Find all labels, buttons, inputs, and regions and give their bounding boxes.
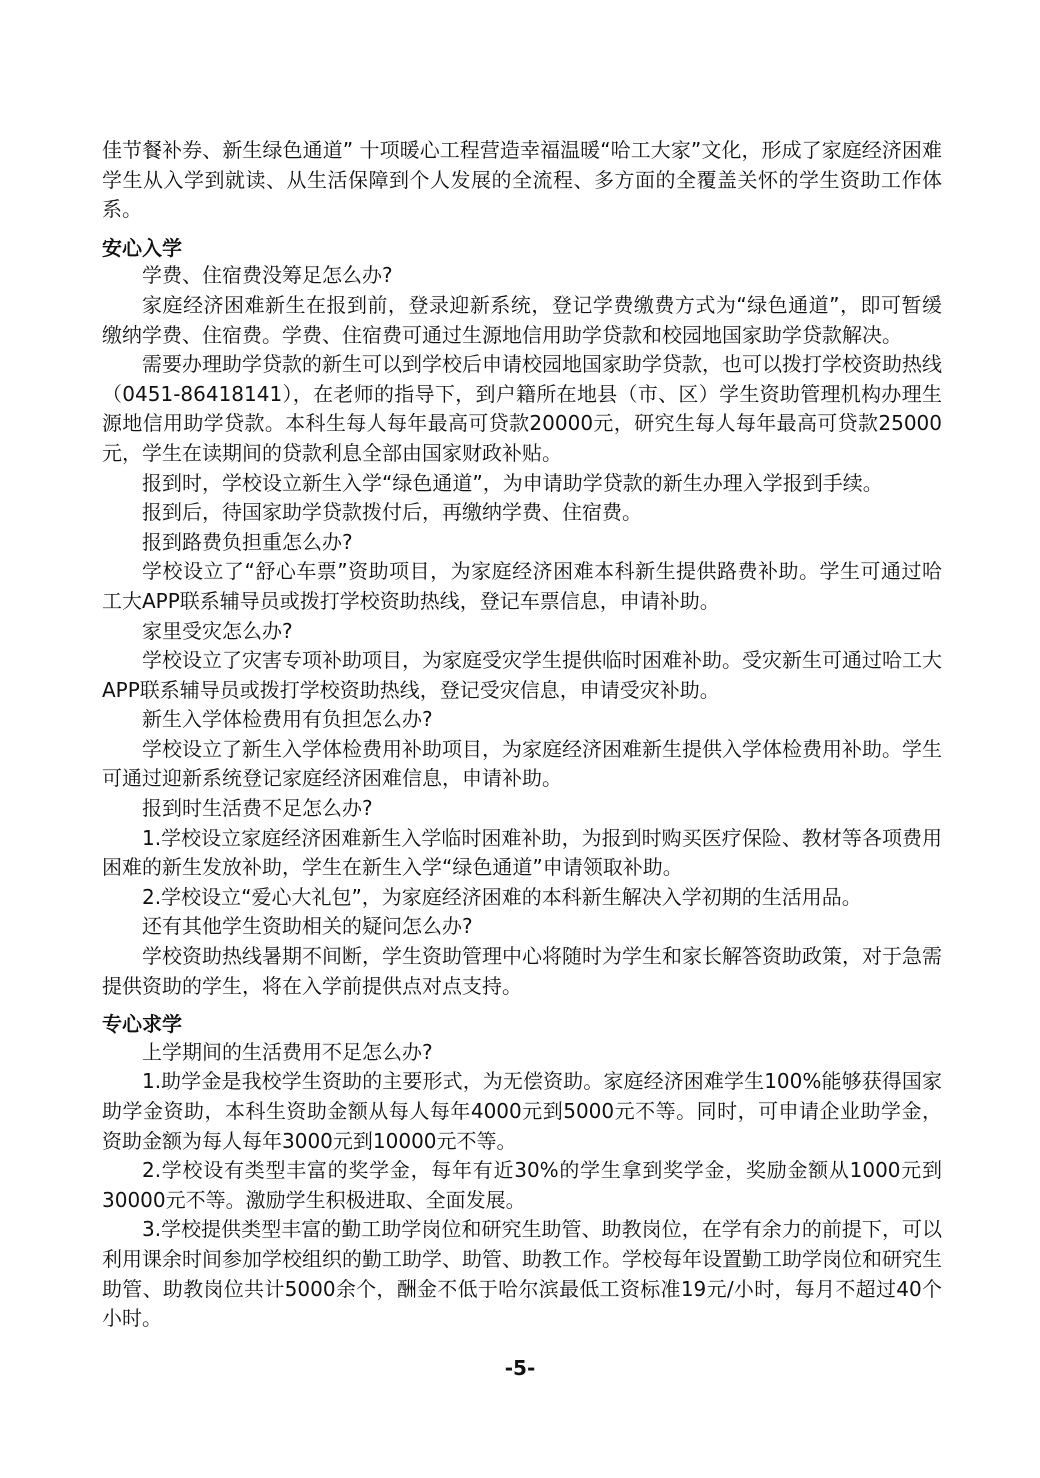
section-heading-anxin: 安心入学 bbox=[102, 235, 182, 260]
section-heading-zhuanxin: 专心求学 bbox=[102, 1012, 182, 1037]
question-paragraph: 新生入学体检费用有负担怎么办? bbox=[142, 707, 433, 732]
answer-paragraph: 1.学校设立家庭经济困难新生入学临时困难补助，为报到时购买医疗保险、教材等各项费用困难的新生发放补助，学生在新生入学“绿色通道”申请领取补助。 bbox=[102, 825, 942, 880]
intro-paragraph: 佳节餐补券、新生绿色通道” 十项暖心工程营造幸福温暖“哈工大家”文化，形成了家庭经济困难学生从入学到就读、从生活保障到个人发展的全流程、多方面的全覆盖关怀的学生资助工作体系。 bbox=[102, 138, 942, 222]
answer-paragraph: 2.学校设有类型丰富的奖学金，每年有近30%的学生拿到奖学金，奖励金额从1000元到30000元不等。激励学生积极进取、全面发展。 bbox=[102, 1158, 942, 1212]
question-paragraph: 上学期间的生活费用不足怎么办? bbox=[142, 1039, 433, 1064]
answer-paragraph: 2.学校设立“爱心大礼包”，为家庭经济困难的本科新生解决入学初期的生活用品。 bbox=[142, 884, 862, 909]
question-paragraph: 家里受灾怎么办? bbox=[142, 618, 293, 643]
document-body bbox=[102, 136, 942, 1334]
question-paragraph: 学费、住宿费没筹足怎么办? bbox=[142, 263, 393, 288]
answer-paragraph: 报到时，学校设立新生入学“绿色通道”，为申请助学贷款的新生办理入学报到手续。 bbox=[142, 470, 883, 495]
question-paragraph: 报到路费负担重怎么办? bbox=[142, 529, 353, 554]
answer-paragraph: 学校资助热线暑期不间断，学生资助管理中心将随时为学生和家长解答资助政策，对于急需提供资助的学生，将在入学前提供点对点支持。 bbox=[102, 944, 942, 998]
answer-paragraph: 学校设立了灾害专项补助项目，为家庭受灾学生提供临时困难补助。受灾新生可通过哈工大APP联系辅导员或拨打学校资助热线，登记受灾信息，申请受灾补助。 bbox=[102, 648, 942, 702]
question-paragraph: 还有其他学生资助相关的疑问怎么办? bbox=[142, 914, 473, 939]
question-paragraph: 报到时生活费不足怎么办? bbox=[142, 796, 373, 821]
answer-paragraph: 报到后，待国家助学贷款拨付后，再缴纳学费、住宿费。 bbox=[142, 500, 642, 525]
answer-paragraph: 3.学校提供类型丰富的勤工助学岗位和研究生助管、助教岗位，在学有余力的前提下，可以利用课余时间参加学校组织的勤工助学、助管、助教工作。学校每年设置勤工助学岗位和研究生助管、助教岗位共计5000余个，酬金不低于哈尔滨最低工资标准19元/小时，每月不超过40个小时。 bbox=[102, 1217, 942, 1331]
answer-paragraph: 学校设立了“舒心车票”资助项目，为家庭经济困难本科新生提供路费补助。学生可通过哈工大APP联系辅导员或拨打学校资助热线，登记车票信息，申请补助。 bbox=[102, 559, 942, 613]
answer-paragraph: 学校设立了新生入学体检费用补助项目，为家庭经济困难新生提供入学体检费用补助。学生可通过迎新系统登记家庭经济困难信息，申请补助。 bbox=[102, 736, 942, 791]
answer-paragraph: 1.助学金是我校学生资助的主要形式，为无偿资助。家庭经济困难学生100%能够获得国家助学金资助，本科生资助金额从每人每年4000元到5000元不等。同时，可申请企业助学金，资助金额为每人每年3000元到10000元不等。 bbox=[102, 1069, 942, 1153]
answer-paragraph: 家庭经济困难新生在报到前，登录迎新系统，登记学费缴费方式为“绿色通道”，即可暂缓缴纳学费、住宿费。学费、住宿费可通过生源地信用助学贷款和校园地国家助学贷款解决。 bbox=[102, 292, 942, 347]
answer-paragraph: 需要办理助学贷款的新生可以到学校后申请校园地国家助学贷款，也可以拨打学校资助热线（0451-86418141），在老师的指导下，到户籍所在地县（市、区）学生资助管理机构办理生源地信用助学贷款。本科生每人每年最高可贷款20000元，研究生每人每年最高可贷款25000元，学生在读期间的贷款利息全部由国家财政补贴。 bbox=[102, 352, 942, 465]
page-number: -5- bbox=[504, 1356, 536, 1380]
